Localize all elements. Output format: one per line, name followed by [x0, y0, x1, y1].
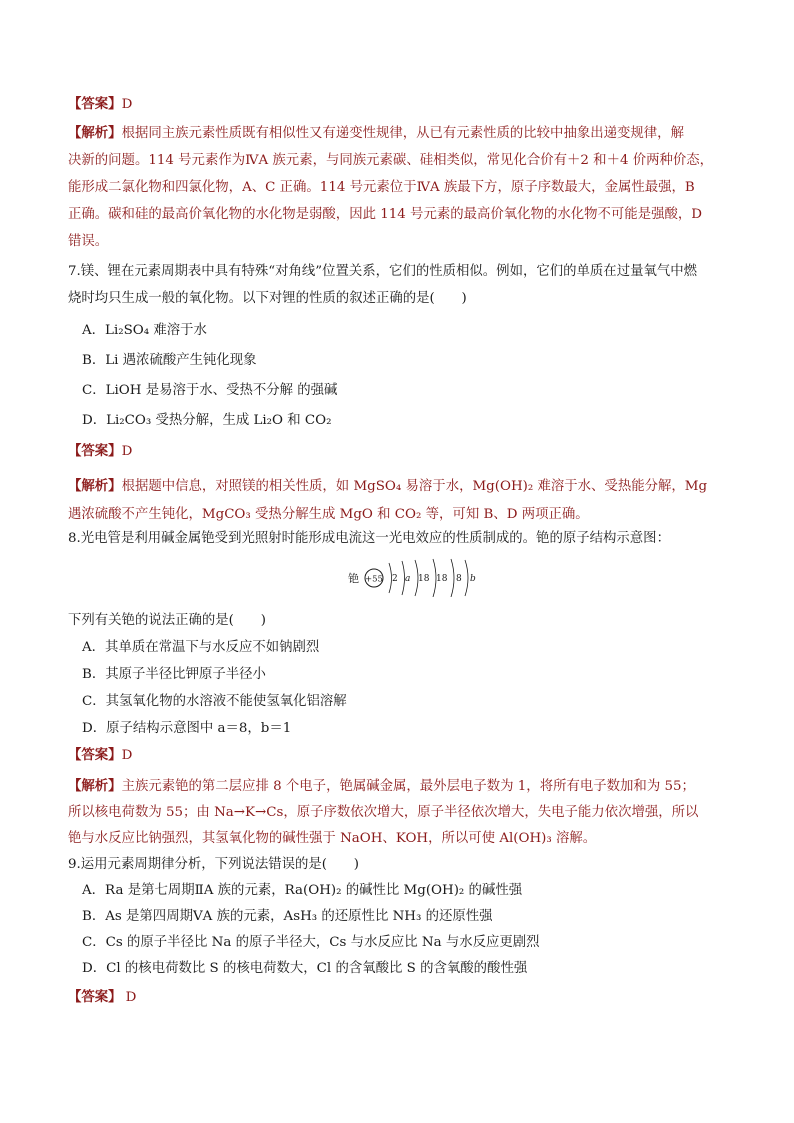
- answer-line: [68, 441, 728, 462]
- option-a: A．其单质在常温下与水反应不如钠剧烈: [82, 640, 320, 655]
- answer-value: D: [121, 748, 133, 763]
- option-b: B．As 是第四周期ⅤA 族的元素，AsH₃ 的还原性比 NH₃ 的还原性强: [82, 909, 493, 924]
- shell-arc: [465, 560, 468, 596]
- question-9: [68, 855, 728, 1008]
- analysis-line: 错误。: [68, 234, 109, 249]
- answer-tag: 【答案】: [68, 443, 122, 459]
- question-prompt: 下列有关铯的说法正确的是( ): [68, 613, 266, 628]
- shell-count: 2: [392, 574, 398, 584]
- analysis-tag: 【解析】: [68, 125, 122, 141]
- option-d: D．原子结构示意图中 a＝8，b＝1: [82, 721, 292, 736]
- shell-count: 8: [456, 574, 462, 584]
- analysis-tag: 【解析】: [68, 478, 122, 494]
- shell-arc: [451, 559, 454, 597]
- shell-electrons: [392, 574, 476, 584]
- analysis-line: 【解析】主族元素铯的第二层应排 8 个电子，铯属碱金属，最外层电子数为 1，将所有电子数加和为 55；: [68, 778, 695, 794]
- option-c: C．其氢氧化物的水溶液不能使氢氧化铝溶解: [82, 694, 347, 709]
- analysis-line: 正确。碳和硅的最高价氧化物的水化物是弱酸，因此 114 号元素的最高价氧化物的水化物不可能是强酸，D: [68, 207, 702, 222]
- answer-value: D: [121, 444, 133, 459]
- option-c: C．LiOH 是易溶于水、受热不分解 的强碱: [82, 383, 338, 398]
- answer-line: [68, 94, 728, 115]
- answer-tag: 【答案】: [68, 989, 122, 1005]
- answer-tag: 【答案】: [68, 96, 122, 112]
- question-stem: 7.镁、锂在元素周期表中具有特殊“对角线”位置关系，它们的性质相似。例如，它们的单质在过量氧气中燃: [68, 264, 698, 279]
- analysis-block: [68, 476, 728, 525]
- analysis-block: [68, 776, 728, 849]
- analysis-line: 遇浓硫酸不产生钝化，MgCO₃ 受热分解生成 MgO 和 CO₂ 等，可知 B、D 两项正确。: [68, 507, 589, 522]
- element-label: 铯: [348, 572, 359, 585]
- shell-count: b: [470, 574, 476, 584]
- answer-value: D: [121, 97, 133, 112]
- analysis-line: 能形成二氯化物和四氯化物，A、C 正确。114 号元素位于ⅣA 族最下方，原子序数最大，金属性最强，B: [68, 180, 695, 195]
- analysis-line: 【解析】根据题中信息，对照镁的相关性质，如 MgSO₄ 易溶于水，Mg(OH)₂ 难溶于水、受热能分解，Mg: [68, 478, 708, 494]
- question-stem: 烧时均只生成一般的氧化物。以下对锂的性质的叙述正确的是( ): [68, 291, 467, 306]
- shell-count: a: [405, 574, 411, 584]
- analysis-line: 铯与水反应比钠强烈，其氢氧化物的碱性强于 NaOH、KOH，所以可使 Al(OH)₃ 溶解。: [68, 831, 597, 846]
- question-stem: 8.光电管是利用碱金属铯受到光照射时能形成电流这一光电效应的性质制成的。铯的原子结构示意图：: [68, 531, 670, 546]
- atomic-structure-diagram: [68, 557, 728, 597]
- question-stem: 9.运用元素周期律分析，下列说法错误的是( ): [68, 857, 360, 872]
- analysis-line: 决新的问题。114 号元素作为ⅣA 族元素，与同族元素碳、硅相类似，常见化合价有＋2 和＋4 价两种价态，: [68, 153, 714, 168]
- question-7: [68, 262, 728, 525]
- question-8: [68, 529, 728, 849]
- nucleus-charge: +55: [365, 574, 383, 585]
- answer-tag: 【答案】: [68, 747, 122, 763]
- answer-line: [68, 745, 728, 766]
- document-page: [68, 94, 728, 1008]
- option-a: A．Li₂SO₄ 难溶于水: [82, 323, 207, 338]
- option-d: D．Cl 的核电荷数比 S 的核电荷数大，Cl 的含氧酸比 S 的含氧酸的酸性强: [82, 961, 528, 976]
- option-c: C．Cs 的原子半径比 Na 的原子半径大，Cs 与水反应比 Na 与水反应更剧烈: [82, 935, 540, 950]
- option-d: D．Li₂CO₃ 受热分解，生成 Li₂O 和 CO₂: [82, 413, 332, 428]
- analysis-tag: 【解析】: [68, 778, 122, 794]
- shell-count: 18: [436, 574, 448, 584]
- option-b: B．Li 遇浓硫酸产生钝化现象: [82, 353, 257, 368]
- answer-value: D: [125, 990, 137, 1005]
- option-b: B．其原子半径比钾原子半径小: [82, 667, 266, 682]
- option-a: A．Ra 是第七周期ⅡA 族的元素，Ra(OH)₂ 的碱性比 Mg(OH)₂ 的碱性强: [82, 883, 523, 898]
- shell-count: 18: [418, 574, 430, 584]
- analysis-block: [68, 123, 728, 252]
- analysis-line: 【解析】根据同主族元素性质既有相似性又有递变性规律，从已有元素性质的比较中抽象出递变规律，解: [68, 125, 684, 141]
- answer-line: [68, 987, 728, 1008]
- atomic-structure-svg: [348, 557, 498, 597]
- analysis-line: 所以核电荷数为 55；由 Na→K→Cs，原子序数依次增大，原子半径依次增大，失电子能力依次增强，所以: [68, 805, 699, 820]
